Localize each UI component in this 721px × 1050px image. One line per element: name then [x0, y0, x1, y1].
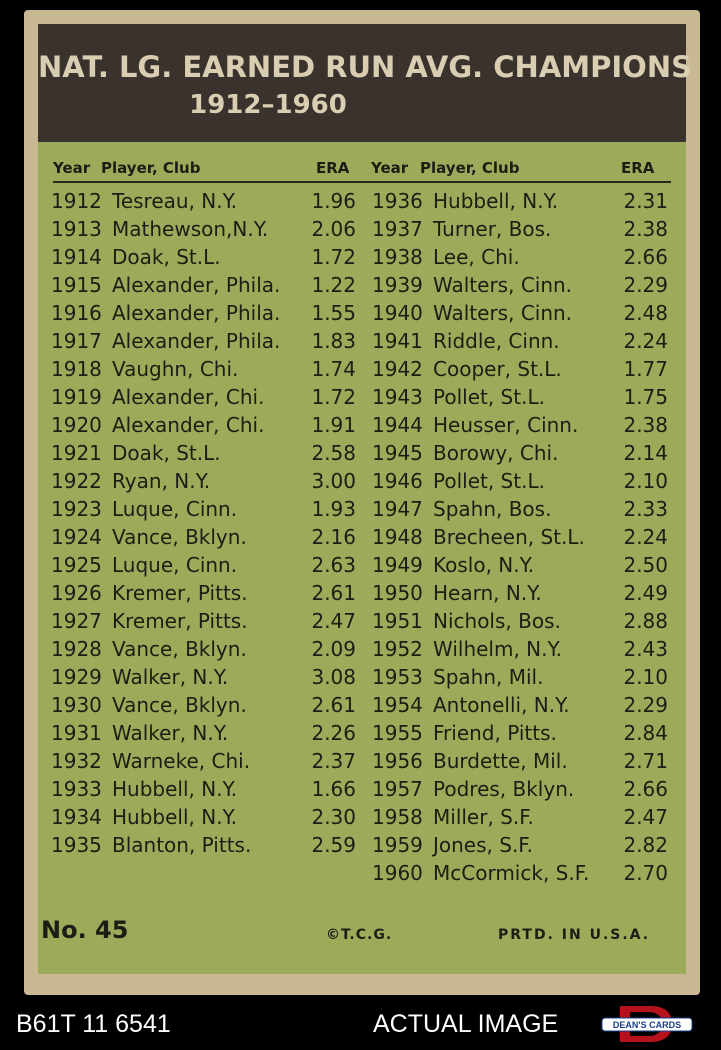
- row-year: 1945: [372, 441, 423, 465]
- row-player: Vaughn, Chi.: [112, 357, 239, 381]
- era-row: [51, 411, 356, 439]
- row-player: Friend, Pitts.: [433, 721, 557, 745]
- era-row: [51, 803, 356, 831]
- printed-in: PRTD. IN U.S.A.: [498, 927, 651, 943]
- row-era: 3.08: [311, 665, 356, 689]
- row-year: 1923: [51, 497, 102, 521]
- row-year: 1927: [51, 609, 102, 633]
- era-row: [51, 775, 356, 803]
- row-year: 1960: [372, 861, 423, 885]
- row-year: 1942: [372, 357, 423, 381]
- left-header-player: Player, Club: [101, 159, 201, 177]
- row-player: Riddle, Cinn.: [433, 329, 560, 353]
- row-year: 1915: [51, 273, 102, 297]
- row-player: McCormick, S.F.: [433, 861, 590, 885]
- era-row: [372, 803, 668, 831]
- row-era: 1.72: [311, 385, 356, 409]
- row-era: 1.74: [311, 357, 356, 381]
- row-player: Spahn, Mil.: [433, 665, 544, 689]
- row-year: 1941: [372, 329, 423, 353]
- era-row: [372, 271, 668, 299]
- era-row: [372, 523, 668, 551]
- row-player: Walters, Cinn.: [433, 273, 573, 297]
- row-player: Borowy, Chi.: [433, 441, 559, 465]
- row-era: 2.29: [623, 693, 668, 717]
- row-era: 1.55: [311, 301, 356, 325]
- svg-text:DEAN'S CARDS: DEAN'S CARDS: [612, 1020, 682, 1030]
- row-player: Spahn, Bos.: [433, 497, 552, 521]
- era-row: [51, 635, 356, 663]
- era-row: [51, 383, 356, 411]
- era-row: [372, 467, 668, 495]
- row-player: Hubbell, N.Y.: [112, 805, 238, 829]
- era-row: [51, 439, 356, 467]
- row-player: Alexander, Phila.: [112, 329, 281, 353]
- row-year: 1938: [372, 245, 423, 269]
- sku-label: B61T 11 6541: [16, 1010, 171, 1038]
- era-row: [51, 691, 356, 719]
- era-row: [372, 495, 668, 523]
- row-era: 2.43: [623, 637, 668, 661]
- row-year: 1932: [51, 749, 102, 773]
- row-era: 3.00: [311, 469, 356, 493]
- row-year: 1914: [51, 245, 102, 269]
- card-title: NAT. LG. EARNED RUN AVG. CHAMPIONS: [38, 50, 692, 84]
- row-era: 2.49: [623, 581, 668, 605]
- row-era: 2.31: [623, 189, 668, 213]
- row-era: 2.84: [623, 721, 668, 745]
- row-year: 1955: [372, 721, 423, 745]
- left-header-year: Year: [53, 159, 91, 177]
- row-year: 1917: [51, 329, 102, 353]
- row-era: 2.61: [311, 693, 356, 717]
- era-row: [372, 775, 668, 803]
- row-player: Pollet, St.L.: [433, 385, 545, 409]
- era-row: [51, 747, 356, 775]
- row-player: Ryan, N.Y.: [112, 469, 211, 493]
- row-year: 1913: [51, 217, 102, 241]
- era-row: [372, 719, 668, 747]
- era-row: [51, 551, 356, 579]
- row-year: 1936: [372, 189, 423, 213]
- row-player: Hubbell, N.Y.: [112, 777, 238, 801]
- row-era: 1.77: [623, 357, 668, 381]
- row-year: 1931: [51, 721, 102, 745]
- era-row: [372, 691, 668, 719]
- card-header: [38, 24, 692, 142]
- era-row: [372, 383, 668, 411]
- era-row: [51, 831, 356, 859]
- row-era: 2.10: [623, 469, 668, 493]
- row-year: 1947: [372, 497, 423, 521]
- row-era: 2.70: [623, 861, 668, 885]
- row-player: Vance, Bklyn.: [112, 693, 247, 717]
- row-year: 1959: [372, 833, 423, 857]
- right-era-list: [372, 187, 668, 887]
- row-era: 2.38: [623, 413, 668, 437]
- left-header-era: ERA: [316, 159, 350, 177]
- row-player: Warneke, Chi.: [112, 749, 251, 773]
- era-row: [51, 719, 356, 747]
- row-player: Doak, St.L.: [112, 245, 221, 269]
- left-era-list: [51, 187, 356, 859]
- row-player: Koslo, N.Y.: [433, 553, 535, 577]
- row-player: Mathewson,N.Y.: [112, 217, 269, 241]
- row-era: 2.66: [623, 245, 668, 269]
- era-row: [372, 411, 668, 439]
- card-years: 1912–1960: [189, 90, 347, 120]
- row-year: 1948: [372, 525, 423, 549]
- row-player: Lee, Chi.: [433, 245, 520, 269]
- row-player: Tesreau, N.Y.: [112, 189, 238, 213]
- row-year: 1943: [372, 385, 423, 409]
- row-era: 2.48: [623, 301, 668, 325]
- row-era: 2.29: [623, 273, 668, 297]
- row-year: 1919: [51, 385, 102, 409]
- era-row: [372, 327, 668, 355]
- era-row: [372, 831, 668, 859]
- row-player: Luque, Cinn.: [112, 553, 238, 577]
- era-row: [51, 327, 356, 355]
- row-player: Miller, S.F.: [433, 805, 534, 829]
- row-player: Brecheen, St.L.: [433, 525, 585, 549]
- row-era: 2.71: [623, 749, 668, 773]
- row-era: 2.38: [623, 217, 668, 241]
- row-player: Kremer, Pitts.: [112, 581, 248, 605]
- row-year: 1956: [372, 749, 423, 773]
- era-row: [372, 579, 668, 607]
- row-player: Hubbell, N.Y.: [433, 189, 559, 213]
- row-year: 1925: [51, 553, 102, 577]
- row-era: 2.10: [623, 665, 668, 689]
- row-player: Antonelli, N.Y.: [433, 693, 570, 717]
- era-row: [372, 299, 668, 327]
- row-year: 1918: [51, 357, 102, 381]
- era-row: [372, 859, 668, 887]
- era-row: [51, 495, 356, 523]
- era-row: [51, 299, 356, 327]
- header-rule: [53, 181, 671, 183]
- row-year: 1935: [51, 833, 102, 857]
- row-era: 1.72: [311, 245, 356, 269]
- row-player: Nichols, Bos.: [433, 609, 561, 633]
- row-year: 1937: [372, 217, 423, 241]
- era-row: [51, 579, 356, 607]
- row-year: 1933: [51, 777, 102, 801]
- era-row: [372, 187, 668, 215]
- era-row: [372, 215, 668, 243]
- row-era: 1.83: [311, 329, 356, 353]
- actual-image-label: ACTUAL IMAGE: [373, 1010, 559, 1038]
- era-row: [372, 243, 668, 271]
- row-era: 1.22: [311, 273, 356, 297]
- row-era: 2.61: [311, 581, 356, 605]
- row-player: Cooper, St.L.: [433, 357, 562, 381]
- row-player: Walker, N.Y.: [112, 721, 229, 745]
- row-era: 2.30: [311, 805, 356, 829]
- row-year: 1924: [51, 525, 102, 549]
- baseball-card: [24, 10, 700, 995]
- card-number: No. 45: [41, 916, 129, 944]
- row-year: 1949: [372, 553, 423, 577]
- row-player: Hearn, N.Y.: [433, 581, 542, 605]
- row-player: Walters, Cinn.: [433, 301, 573, 325]
- row-era: 2.63: [311, 553, 356, 577]
- row-era: 2.24: [623, 525, 668, 549]
- row-era: 2.06: [311, 217, 356, 241]
- row-year: 1939: [372, 273, 423, 297]
- row-player: Pollet, St.L.: [433, 469, 545, 493]
- row-year: 1930: [51, 693, 102, 717]
- row-year: 1957: [372, 777, 423, 801]
- row-year: 1946: [372, 469, 423, 493]
- era-row: [51, 663, 356, 691]
- row-year: 1916: [51, 301, 102, 325]
- row-player: Vance, Bklyn.: [112, 525, 247, 549]
- row-player: Turner, Bos.: [433, 217, 552, 241]
- row-year: 1929: [51, 665, 102, 689]
- row-era: 2.24: [623, 329, 668, 353]
- row-player: Alexander, Chi.: [112, 413, 265, 437]
- row-player: Doak, St.L.: [112, 441, 221, 465]
- row-player: Burdette, Mil.: [433, 749, 568, 773]
- row-player: Jones, S.F.: [433, 833, 533, 857]
- row-year: 1953: [372, 665, 423, 689]
- row-player: Heusser, Cinn.: [433, 413, 579, 437]
- right-header-year: Year: [371, 159, 409, 177]
- copyright: ©T.C.G.: [326, 927, 393, 943]
- row-year: 1950: [372, 581, 423, 605]
- row-player: Blanton, Pitts.: [112, 833, 252, 857]
- row-era: 2.16: [311, 525, 356, 549]
- row-year: 1944: [372, 413, 423, 437]
- row-year: 1958: [372, 805, 423, 829]
- era-row: [372, 663, 668, 691]
- row-era: 2.26: [311, 721, 356, 745]
- card-panel: [38, 24, 692, 974]
- row-era: 2.82: [623, 833, 668, 857]
- row-era: 2.58: [311, 441, 356, 465]
- row-era: 2.14: [623, 441, 668, 465]
- era-row: [372, 551, 668, 579]
- row-year: 1926: [51, 581, 102, 605]
- row-year: 1940: [372, 301, 423, 325]
- row-player: Kremer, Pitts.: [112, 609, 248, 633]
- row-era: 2.88: [623, 609, 668, 633]
- row-era: 1.91: [311, 413, 356, 437]
- row-player: Alexander, Chi.: [112, 385, 265, 409]
- row-era: 2.37: [311, 749, 356, 773]
- row-year: 1951: [372, 609, 423, 633]
- row-era: 2.66: [623, 777, 668, 801]
- row-year: 1934: [51, 805, 102, 829]
- row-year: 1922: [51, 469, 102, 493]
- row-player: Walker, N.Y.: [112, 665, 229, 689]
- row-era: 1.96: [311, 189, 356, 213]
- era-row: [51, 607, 356, 635]
- era-row: [51, 467, 356, 495]
- era-row: [51, 243, 356, 271]
- row-player: Wilhelm, N.Y.: [433, 637, 563, 661]
- row-year: 1952: [372, 637, 423, 661]
- row-era: 2.50: [623, 553, 668, 577]
- right-header-player: Player, Club: [420, 159, 520, 177]
- row-player: Podres, Bklyn.: [433, 777, 575, 801]
- era-row: [51, 355, 356, 383]
- era-row: [51, 215, 356, 243]
- row-year: 1954: [372, 693, 423, 717]
- row-player: Vance, Bklyn.: [112, 637, 247, 661]
- row-era: 2.59: [311, 833, 356, 857]
- era-row: [51, 271, 356, 299]
- row-era: 2.33: [623, 497, 668, 521]
- era-row: [372, 439, 668, 467]
- era-row: [51, 523, 356, 551]
- right-header-era: ERA: [621, 159, 655, 177]
- row-player: Alexander, Phila.: [112, 301, 281, 325]
- row-player: Alexander, Phila.: [112, 273, 281, 297]
- era-row: [372, 747, 668, 775]
- row-era: 1.93: [311, 497, 356, 521]
- row-year: 1912: [51, 189, 102, 213]
- deans-cards-logo: [600, 1004, 694, 1044]
- row-year: 1928: [51, 637, 102, 661]
- row-era: 2.47: [311, 609, 356, 633]
- era-row: [372, 635, 668, 663]
- row-year: 1921: [51, 441, 102, 465]
- row-player: Luque, Cinn.: [112, 497, 238, 521]
- row-era: 2.09: [311, 637, 356, 661]
- row-era: 1.66: [311, 777, 356, 801]
- row-era: 2.47: [623, 805, 668, 829]
- era-row: [51, 187, 356, 215]
- row-year: 1920: [51, 413, 102, 437]
- era-row: [372, 607, 668, 635]
- era-row: [372, 355, 668, 383]
- row-era: 1.75: [623, 385, 668, 409]
